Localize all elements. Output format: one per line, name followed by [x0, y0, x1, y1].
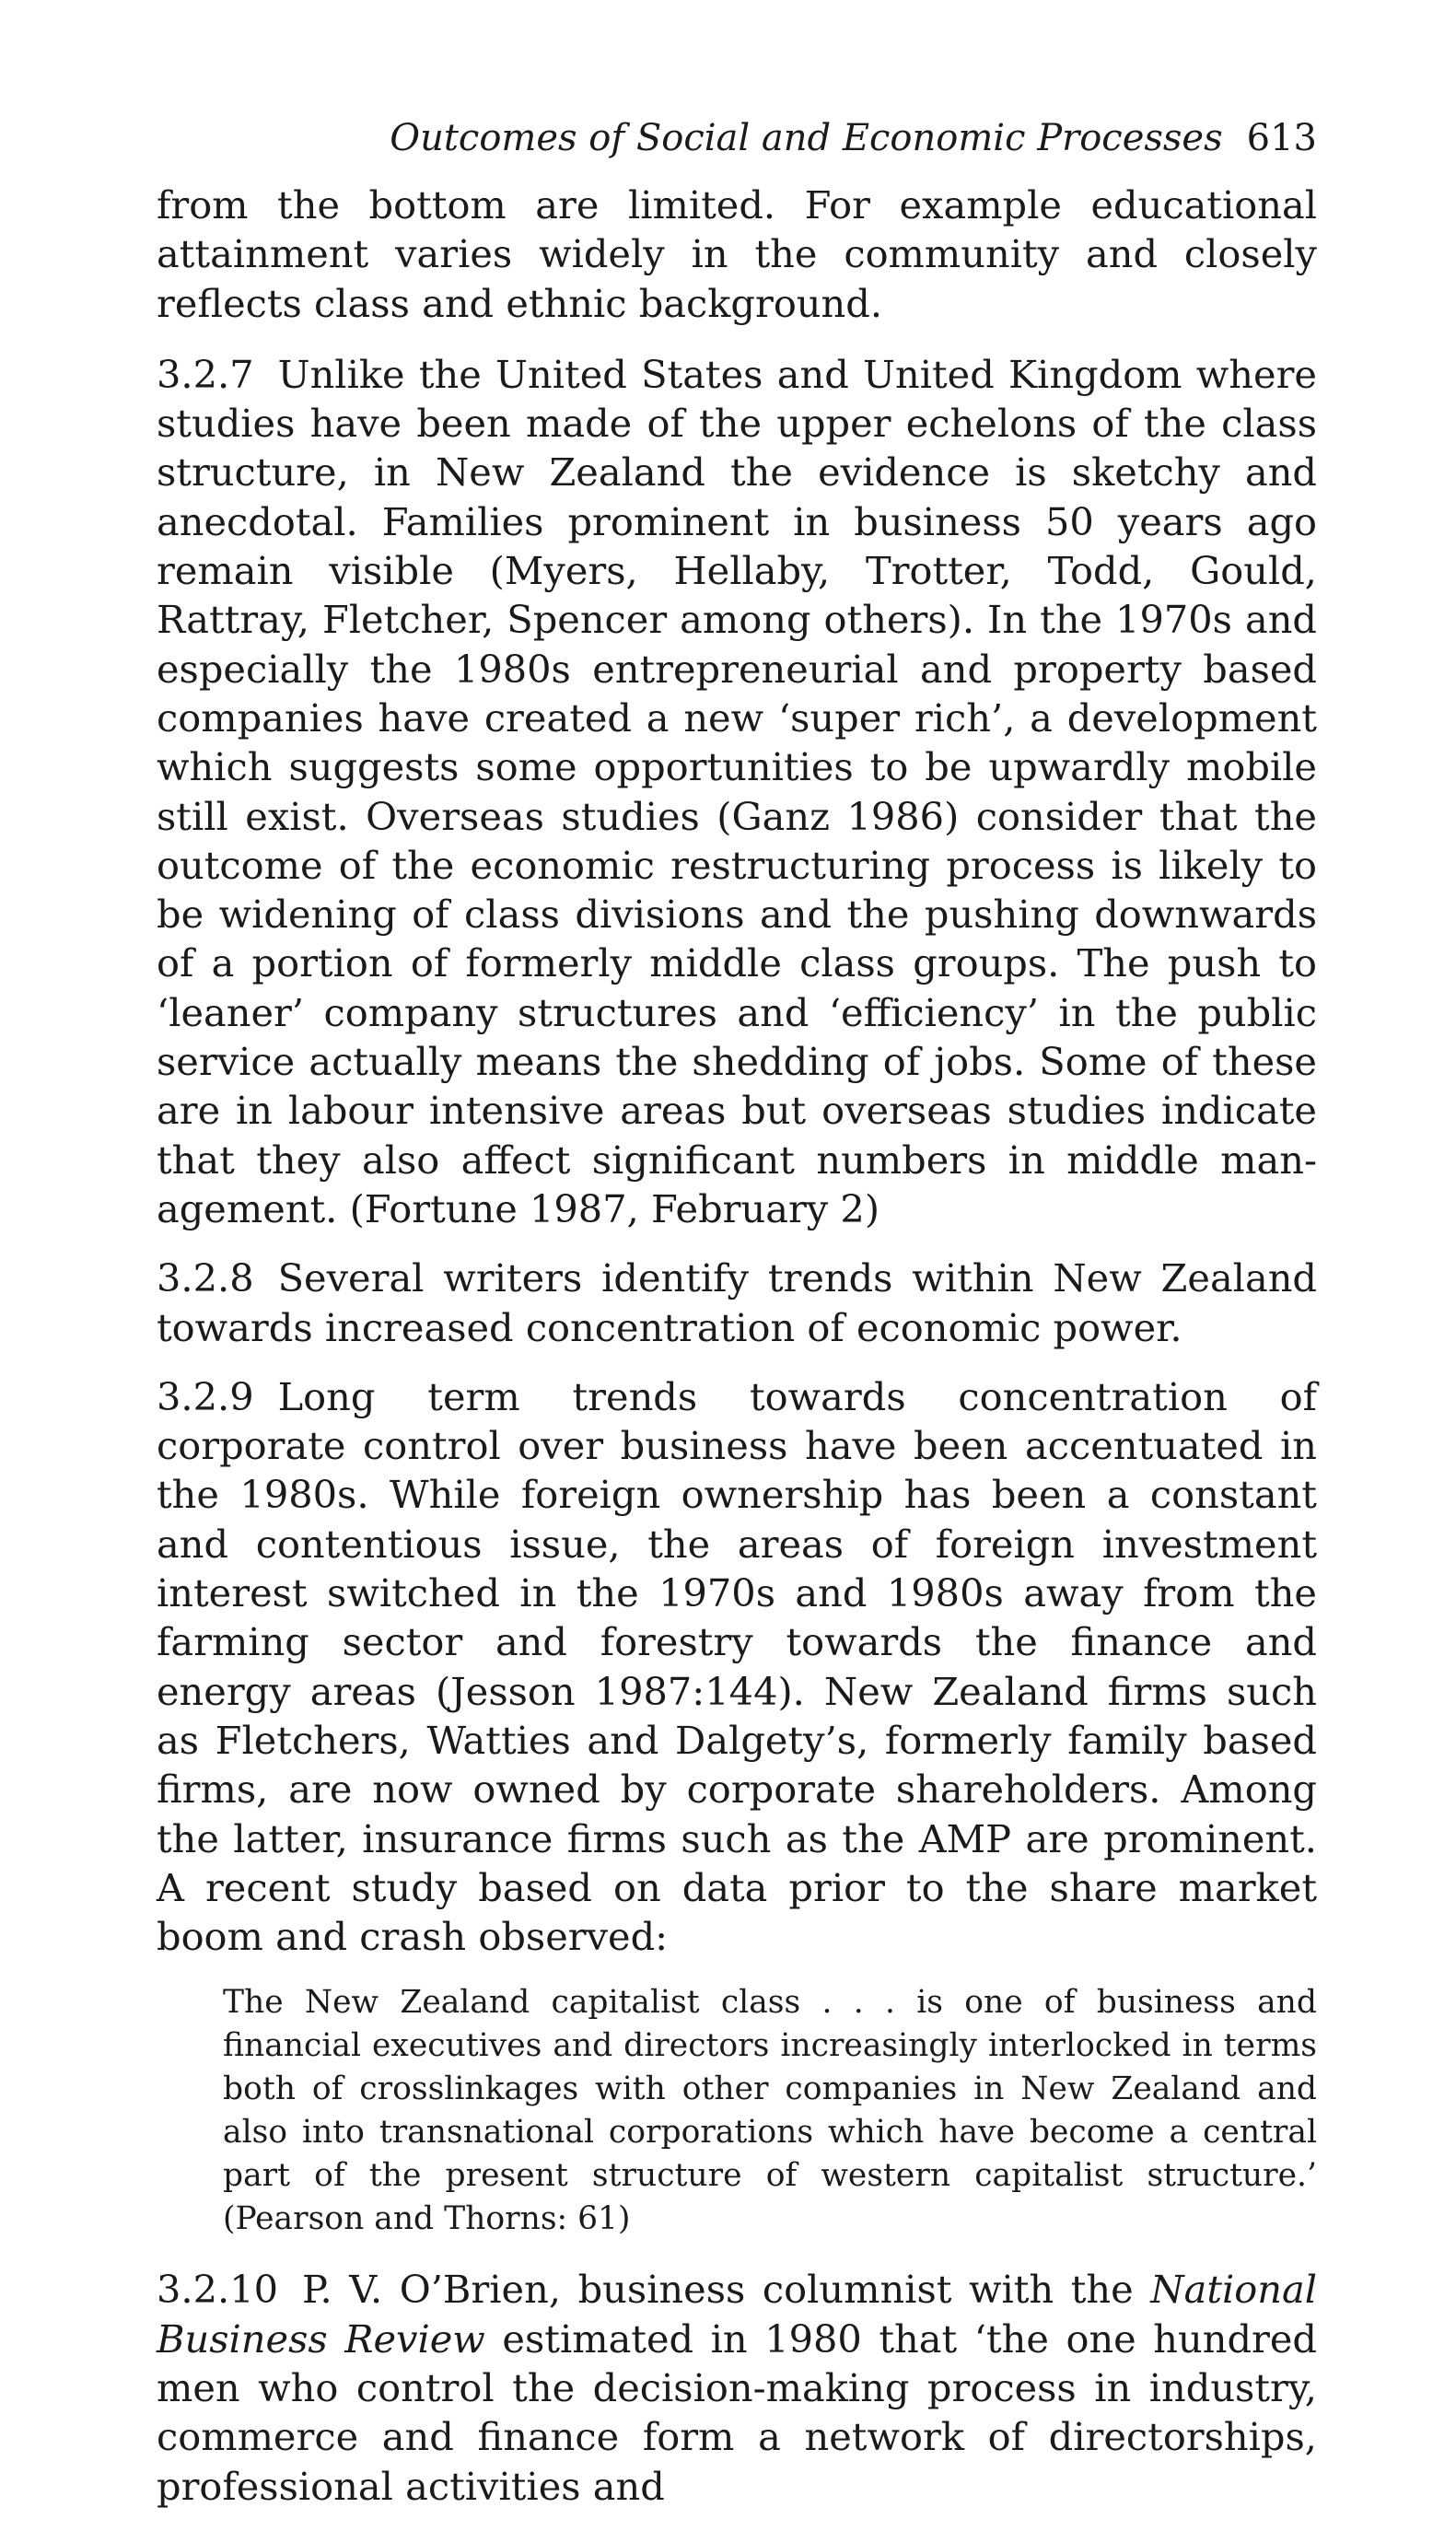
publication-title: National Business Review: [157, 2267, 1317, 2362]
paragraph-3-2-8: [157, 1254, 1317, 1352]
paragraph-number: 3.2.10: [157, 2267, 278, 2313]
document-page: [157, 111, 1317, 2531]
paragraph-number: 3.2.8: [157, 1255, 254, 1301]
paragraph-text: Several writers identify trends within New Zealand towards increased concentration of economic power.: [157, 1255, 1317, 1350]
paragraph-number: 3.2.7: [157, 351, 254, 397]
paragraph-text: Long term trends towards concentration of corporate control over business have been accentuated in the 1980s. While foreign ownership has been a constant and contentious issue, the areas of foreign investment interest switched in the 1970s and 1980s away from the farming sector and forestry towards the finance and energy areas (Jesson 1987:144). New Zealand firms such as Fletchers, Watties and Dalgety’s, formerly family based firms, are now owned by corporate shareholders. Among the latter, insurance firms such as the AMP are prominent. A recent study based on data prior to the share market boom and crash observed:: [157, 1373, 1317, 1960]
block-quote: The New Zealand capitalist class . . . is one of business and financial executives and directors increasingly interlocked in terms both of crosslinkages with other companies in New Zealand and also into transnational corporations which have become a central part of the present structure of western capitalist structure.’ (Pearson and Thorns: 61): [223, 1984, 1317, 2238]
paragraph-3-2-7: [157, 350, 1317, 1233]
running-header-title: Outcomes of Social and Economic Processes: [390, 117, 1223, 159]
paragraph-text-before: P. V. O’Brien, business columnist with the: [302, 2267, 1134, 2313]
paragraph-text-after: estimated in 1980 that ‘the one hundred men who control the decision-making process in industry, commerce and finance form a network of directorships, professional activities and: [157, 2315, 1317, 2509]
paragraph-3-2-10: [157, 2265, 1317, 2510]
paragraph-continuation: from the bottom are limited. For example educational attainment varies widely in the community and closely reflects class and ethnic background.: [157, 182, 1317, 326]
page-number: 613: [1246, 117, 1317, 159]
paragraph-3-2-9: [157, 1372, 1317, 1962]
running-header: [157, 111, 1317, 166]
paragraph-text: Unlike the United States and United Kingdom where studies have been made of the upper echelons of the class structure, in New Zealand the evidence is sketchy and anecdotal. Families prominent in business 50 years ago remain visible (Myers, Hellaby, Trotter, Todd, Gould, Rattray, Fletcher, Spencer among others). In the 1970s and especially the 1980s entrepreneurial and property based companies have created a new ‘super rich’, a development which suggests some opportunities to be upwardly mobile still exist. Overseas studies (Ganz 1986) consider that the outcome of the economic restructuring process is likely to be widening of class divisions and the pushing downwards of a portion of formerly middle class groups. The push to ‘leaner’ company structures and ‘efficiency’ in the public service actually means the shedding of jobs. Some of these are in labour intensive areas but overseas studies indicate that they also affect significant numbers in middle management. (Fortune 1987, February 2): [157, 351, 1317, 1231]
paragraph-number: 3.2.9: [157, 1373, 254, 1419]
